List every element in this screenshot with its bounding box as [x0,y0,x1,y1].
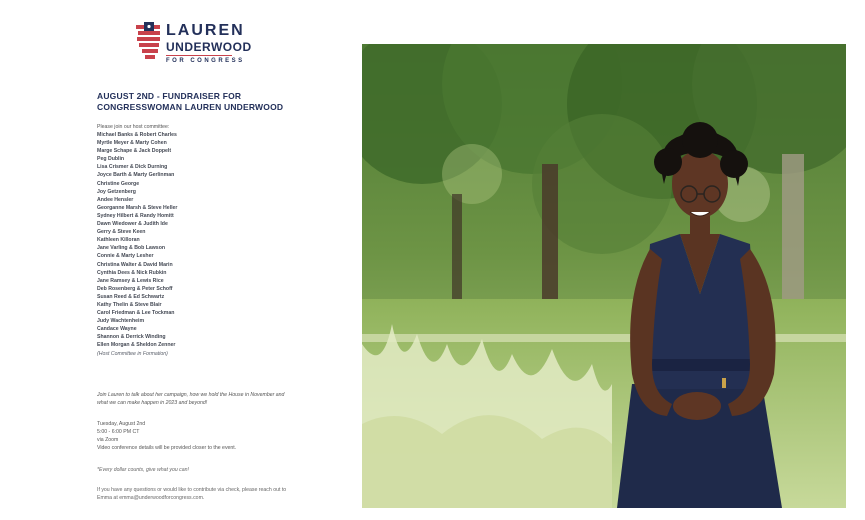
host-entry: Christine George [97,180,140,187]
host-entry: Susan Reed & Ed Schwartz [97,293,165,300]
host-entry: Carol Friedman & Lee Tockman [97,310,175,317]
host-entry: Lisa Crismer & Dick Durning [97,164,168,171]
host-entry: Kathy Thelin & Steve Blair [97,301,162,308]
host-entry: Deb Rosenberg & Peter Schoff [97,285,173,292]
event-date: Tuesday, August 2nd [97,421,146,427]
event-conference-note: Video conference details will be provided closer to the event. [97,445,237,451]
host-entry: Joyce Barth & Marty Gerlinman [97,172,175,179]
host-entry: Cynthia Dees & Nick Rubkin [97,269,167,276]
host-entry: Sydney Hilbert & Randy Homitt [97,212,174,219]
candidate-photo-illustration [362,44,846,508]
host-entry: Gerry & Steve Keen [97,229,146,236]
logo-rule [166,55,232,56]
candidate-photo [362,44,846,508]
host-entry: Joy Getzenberg [97,188,136,195]
host-entry: Georganne Marsh & Steve Heller [97,204,178,211]
logo-name-first: LAUREN [166,22,245,39]
host-entry: Dawn Wiedower & Judith Ide [97,221,168,228]
host-entry: Judy Wachtenheim [97,318,145,325]
event-title: AUGUST 2ND - FUNDRAISER FOR CONGRESSWOMAN LAUREN UNDERWOOD [97,91,284,112]
contact-info: If you have any questions or would like to contribute via check, please reach out to Emma at emma@underwoodforcongress.com. [97,487,287,501]
host-entry: Candace Wayne [97,326,137,333]
host-entry: Myrtle Meyer & Marty Cohen [97,140,167,147]
host-entry: Kathleen Killoran [97,237,140,244]
host-entry: Marge Schape & Jack Doppelt [97,148,172,155]
logo-name-last: UNDERWOOD [166,40,252,54]
host-entry: Connie & Marty Lesher [97,253,154,260]
logo-tagline: FOR CONGRESS [166,58,245,64]
host-entry: Andee Hensler [97,196,134,203]
host-intro: Please join our host committee: [97,124,170,130]
invitation-panel [0,0,362,520]
event-pitch: Join Lauren to talk about her campaign, how we hold the House in November and what we can make happen in 2023 and beyond! [97,392,285,406]
event-time: 5:00 - 6:00 PM CT [97,429,140,435]
campaign-logo [136,22,252,68]
flag-map-icon [136,22,162,62]
event-details [97,420,236,452]
host-entry: Jane Varling & Bob Lawson [97,245,166,252]
host-committee-note: (Host Committee in Formation) [97,350,168,357]
host-entry: Shannon & Derrick Winding [97,334,166,341]
host-entry: Ellen Morgan & Sheldon Zenner [97,342,176,349]
host-entry: Peg Dublin [97,156,125,163]
host-committee-list [97,131,177,358]
host-entry: Jane Ramsey & Lewis Rice [97,277,164,284]
donation-note: *Every dollar counts, give what you can! [97,467,189,473]
host-entry: Christina Walter & David Marin [97,261,173,268]
host-entry: Michael Banks & Robert Charles [97,132,177,138]
event-venue: via Zoom [97,437,119,443]
